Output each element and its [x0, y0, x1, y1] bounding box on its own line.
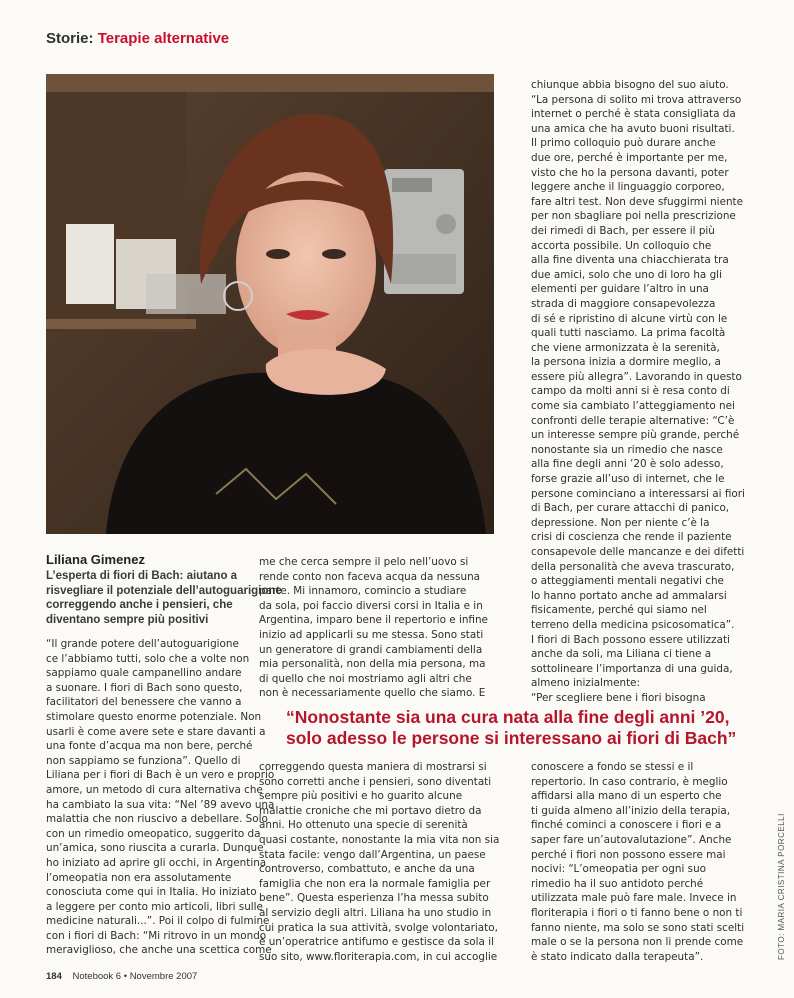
text-line: persone cominciano a interessarsi ai fiori: [531, 487, 745, 500]
text-line: nonostante sia un rimedio che nasce: [531, 443, 723, 456]
portrait-photo: [46, 74, 494, 534]
text-line: quali tutti nasciamo. La prima facoltà: [531, 327, 726, 340]
text-line: una amica che ha avuto buoni risultati.: [531, 122, 735, 135]
text-line: sottolineare l’importanza di una guida,: [531, 662, 733, 675]
text-line: alla fine degli anni ’20 è solo adesso,: [531, 458, 724, 471]
text-line: floriterapia i fiori o ti fanno bene o non ti: [531, 906, 743, 919]
body-column-2-continued: [259, 760, 505, 964]
text-line: anni. Ho ottenuto una specie di serenità: [259, 819, 468, 832]
text-line: confronti delle terapie alternative: “C’è: [531, 414, 735, 427]
text-line: depressione. Non per niente c’è la: [531, 516, 710, 529]
text-line: me che cerca sempre il pelo nell’uovo si: [259, 556, 469, 568]
text-line: forse grazie all’uso di internet, che le: [531, 473, 725, 486]
text-line: sempre più positivi e ho guarito alcune: [259, 790, 463, 803]
text-line: lo hanno portato anche ad ammalarsi: [531, 589, 727, 602]
text-line: Liliana per i fiori di Bach è un vero e proprio: [46, 769, 275, 782]
text-line: amore, un metodo di cura alternativa che: [46, 783, 263, 796]
text-line: almeno inizialmente:: [531, 677, 641, 690]
text-line: ti guida almeno all’inizio della terapia,: [531, 804, 731, 817]
text-line: essere più allegra”. Lavorando in questo: [531, 370, 742, 383]
text-line: da sola, poi faccio diversi corsi in Italia e in: [259, 599, 483, 612]
text-line: famiglia che non era la normale famiglia per: [259, 877, 491, 890]
text-line: anche da soli, ma Liliana ci tiene a: [531, 648, 712, 661]
text-line: controverso, combattuto, e anche da una: [259, 863, 475, 876]
text-line: repertorio. In caso contrario, è meglio: [531, 775, 728, 788]
text-line: della personalità che aveva trascurato,: [531, 560, 735, 573]
text-line: sono corretti anche i pensieri, sono diventati: [259, 775, 492, 788]
text-line: a leggere per conto mio articoli, libri sulle: [46, 900, 263, 913]
text-line: I fiori di Bach possono essere utilizzati: [531, 633, 730, 646]
text-line: rende conto non faceva acqua da nessuna: [259, 570, 481, 583]
issue-label: Notebook 6 • Novembre 2007: [72, 971, 198, 982]
text-line: “La persona di solito mi trova attraverso: [531, 93, 742, 106]
text-line: due ore, perché è importante per me,: [531, 151, 728, 164]
caption-name: Liliana Gimenez: [46, 552, 145, 567]
body-column-1: [46, 637, 286, 958]
text-line: conosciuta come qui in Italia. Ho iniziato: [46, 886, 257, 899]
text-line: usarli è come avere sete e stare davanti a: [46, 725, 266, 738]
body-column-2: [259, 555, 505, 701]
text-line: ce l’abbiamo tutti, solo che a volte non: [46, 652, 250, 665]
text-line: parte. Mi innamoro, comincio a studiare: [259, 585, 467, 598]
section-header: [46, 30, 229, 47]
text-line: medicine naturali...”. Poi il colpo di fulmine: [46, 915, 270, 928]
page-number: 184: [46, 971, 62, 982]
text-line: con un rimedio omeopatico, suggerito da: [46, 827, 261, 840]
body-column-3: [531, 78, 767, 706]
pull-quote: “Nonostante sia una cura nata alla fine degli anni ’20, solo adesso le persone si interessano ai fiori di Bach”: [286, 707, 737, 748]
text-line: fare altri test. Non deve sfuggirmi niente: [531, 195, 744, 208]
text-line: affidarsi alla mano di un esperto che: [531, 790, 722, 803]
photo-credit: FOTO: MARIA CRISTINA PORCELLI: [777, 813, 786, 960]
text-line: campo da molti anni si è resa conto di: [531, 385, 730, 398]
text-line: una fonte d’acqua ma non bere, perché: [46, 740, 253, 753]
text-line: visto che ho la persona davanti, poter: [531, 166, 729, 179]
text-line: che viene armonizzata è la serenità,: [531, 341, 720, 354]
text-line: l’omeopatia non era assolutamente: [46, 871, 232, 884]
text-line: due amici, solo che uno di loro ha gli: [531, 268, 722, 281]
text-line: leggere anche il linguaggio corporeo,: [531, 181, 725, 194]
text-line: crisi di coscienza che rende il paziente: [531, 531, 732, 544]
text-line: finché cominci a conoscere i fiori e a: [531, 819, 722, 832]
text-line: con i fiori di Bach: “Mi ritrovo in un mondo: [46, 929, 267, 942]
text-line: malattia che non riuscivo a debellare. Solo: [46, 813, 268, 826]
text-line: come sia cambiato l’atteggiamento nei: [531, 400, 735, 413]
text-line: “Per scegliere bene i fiori bisogna: [531, 691, 706, 704]
text-line: per non sbagliare poi nella prescrizione: [531, 210, 736, 223]
text-line: o atteggiamenti mentali negativi che: [531, 575, 724, 588]
text-line: è stato indicato dalla terapeuta”.: [531, 950, 704, 963]
page-footer: [46, 971, 197, 982]
text-line: terreno della medicina psicosomatica”.: [531, 618, 735, 631]
text-line: non è necessariamente quello che siamo. E: [259, 687, 486, 700]
text-line: conoscere a fondo se stessi e il: [531, 761, 694, 773]
text-line: ha cambiato la sua vita: “Nel ’89 avevo una: [46, 798, 275, 811]
text-line: inizio ad applicarli su me stessa. Sono stati: [259, 628, 484, 641]
text-line: di quello che noi mostriamo agli altri che: [259, 672, 472, 685]
text-line: fisicamente, perché qui siamo nel: [531, 604, 707, 617]
caption-text: L’esperta di fiori di Bach: aiutano a risvegliare il potenziale dell’autoguarigione correggendo anche i pensieri, che diventano sempre più positivi: [46, 570, 282, 626]
text-line: al servizio degli altri. Liliana ha uno studio in: [259, 906, 492, 919]
section-topic: Terapie alternative: [97, 30, 230, 47]
text-line: malattie croniche che mi portavo dietro da: [259, 804, 482, 817]
text-line: suo sito, www.floriterapia.com, in cui accoglie: [259, 950, 498, 963]
text-line: consapevole delle mancanze e dei difetti: [531, 546, 745, 558]
text-line: saper fare un’autovalutazione”. Anche: [531, 833, 732, 846]
text-line: Il primo colloquio può durare anche: [531, 137, 716, 150]
text-line: è un’operatrice antifumo e gestisce da sola il: [259, 936, 494, 949]
text-line: facilitatori del benessere che vanno a: [46, 696, 242, 709]
text-line: internet o perché è stata consigliata da: [531, 108, 736, 121]
text-line: meraviglioso, che anche una scettica come: [46, 944, 272, 957]
text-line: nocivi: “L’omeopatia per ogni suo: [531, 863, 707, 876]
text-line: “Il grande potere dell’autoguarigione: [46, 638, 239, 650]
text-line: alla fine diventa una chiacchierata tra: [531, 254, 729, 267]
text-line: quasi costante, nonostante la mia vita non sia: [259, 833, 500, 846]
text-line: elementi per guidare l’altro in una: [531, 283, 709, 296]
text-line: non sappiamo se funziona”. Quello di: [46, 754, 241, 767]
text-line: cui pratica la sua attività, svolge volontariato,: [259, 921, 498, 934]
text-line: perché i fiori non possono essere mai: [531, 848, 726, 861]
text-line: correggendo questa maniera di mostrarsi si: [259, 761, 487, 773]
text-line: a suonare. I fiori di Bach sono questo,: [46, 681, 243, 694]
text-line: Argentina, imparo bene il repertorio e infine: [259, 614, 488, 627]
body-column-3-continued: [531, 760, 767, 964]
text-line: un’amica, sono riuscita a curarla. Dunque: [46, 842, 264, 855]
text-line: di sé e ripristino di alcune virtù con le: [531, 312, 728, 325]
text-line: utilizzata male può fare male. Invece in: [531, 892, 737, 905]
text-line: la persona inizia a dormire meglio, a: [531, 356, 721, 369]
text-line: fanno niente, ma solo se sono stati scelti: [531, 921, 745, 934]
text-line: chiunque abbia bisogno del suo aiuto.: [531, 79, 729, 91]
text-line: stata facile: vengo dall’Argentina, un paese: [259, 848, 486, 861]
text-line: accorta possibile. Un colloquio che: [531, 239, 712, 252]
text-line: stimolare questo enorme potenziale. Non: [46, 710, 262, 723]
text-line: rimedio ha il suo antidoto perché: [531, 877, 704, 890]
text-line: dei rimedi di Bach, per essere il più: [531, 224, 715, 237]
text-line: bene”. Questa esperienza l’ha messa subito: [259, 892, 489, 905]
text-line: sappiamo quale campanellino andare: [46, 667, 242, 680]
text-line: strada di maggiore consapevolezza: [531, 297, 716, 310]
section-label: Storie:: [46, 30, 94, 47]
text-line: di Bach, per curare attacchi di panico,: [531, 502, 730, 515]
text-line: un interesse sempre più grande, perché: [531, 429, 740, 442]
text-line: un generatore di grandi cambiamenti della: [259, 643, 483, 656]
text-line: mia personalità, non della mia persona, ma: [259, 658, 486, 671]
text-line: ho iniziato ad aprire gli occhi, in Argentina: [46, 856, 267, 869]
text-line: male o se la persona non li prende come: [531, 936, 744, 949]
